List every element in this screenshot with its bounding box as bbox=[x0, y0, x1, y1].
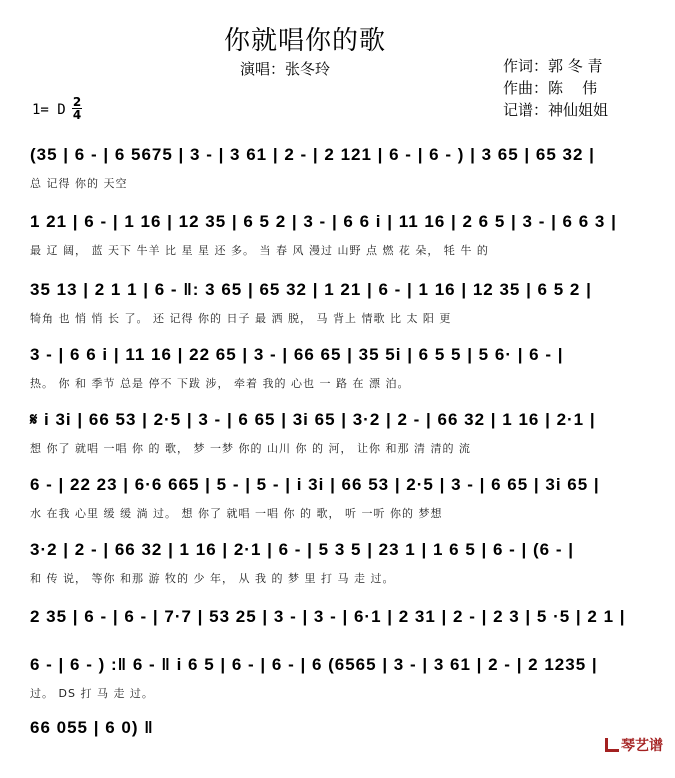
logo-text: 琴艺谱 bbox=[621, 738, 663, 754]
score-row-4 bbox=[30, 345, 645, 405]
notation-line: 6 - | 22 23 | 6·6 665 | 5 - | 5 - | i 3i | 66 53 | 2·5 | 3 - | 6 65 | 3i 65 | bbox=[30, 475, 600, 494]
key-signature: 1= D bbox=[32, 102, 66, 118]
lyrics-line: 总 记得 你的 天空 bbox=[30, 177, 128, 190]
notation-line: 6 - | 6 - ) :‖ 6 - ‖ i 6 5 | 6 - | 6 - | 6 (6565 | 3 - | 3 61 | 2 - | 2 1235 | bbox=[30, 655, 598, 674]
notation-line: (35 | 6 - | 6 5675 | 3 - | 3 61 | 2 - | 2 121 | 6 - | 6 - ) | 3 65 | 65 32 | bbox=[30, 145, 595, 164]
lyrics-line: 想 你了 就唱 一唱 你 的 歌， 梦 一梦 你的 山川 你 的 河， 让你 和那 清 清的 流 bbox=[30, 442, 471, 455]
song-title: 你就唱你的歌 bbox=[223, 26, 386, 56]
score-row-5 bbox=[30, 410, 645, 470]
logo-icon bbox=[605, 738, 619, 752]
notation-line: 3 - | 6 6 i | 11 16 | 22 65 | 3 - | 66 65 | 35 5i | 6 5 5 | 5 6· | 6 - | bbox=[30, 345, 564, 364]
site-logo bbox=[605, 735, 663, 755]
notation-line: 35 13 | 2 1 1 | 6 - ‖: 3 65 | 65 32 | 1 21 | 6 - | 1 16 | 12 35 | 6 5 2 | bbox=[30, 280, 592, 299]
score-row-9 bbox=[30, 655, 645, 715]
score-row-6 bbox=[30, 475, 645, 535]
notation-line: 𝄋 i 3i | 66 53 | 2·5 | 3 - | 6 65 | 3i 65 | 3·2 | 2 - | 66 32 | 1 16 | 2·1 | bbox=[30, 410, 596, 429]
time-signature bbox=[72, 96, 82, 121]
lyrics-line: 过。 DS 打 马 走 过。 bbox=[30, 687, 154, 700]
score-row-1 bbox=[30, 145, 645, 205]
lyrics-line: 和 传 说， 等你 和那 游 牧的 少 年， 从 我 的 梦 里 打 马 走 过。 bbox=[30, 572, 395, 585]
composer-credit: 作曲：陈 伟 bbox=[503, 79, 598, 97]
notation-line: 3·2 | 2 - | 66 32 | 1 16 | 2·1 | 6 - | 5 3 5 | 23 1 | 1 6 5 | 6 - | (6 - | bbox=[30, 540, 574, 559]
time-signature-bottom: 4 bbox=[72, 108, 82, 122]
score-row-7 bbox=[30, 540, 645, 600]
score-row-10 bbox=[30, 718, 645, 778]
notation-line: 66 055 | 6 0) ‖ bbox=[30, 718, 154, 737]
time-signature-top: 2 bbox=[72, 95, 82, 109]
credits-block bbox=[503, 55, 608, 121]
lyrics-line: 犄角 也 悄 悄 长 了。 还 记得 你的 日子 最 洒 脱， 马 背上 情歌 比 太 阳 更 bbox=[30, 312, 452, 325]
notation-line: 1 21 | 6 - | 1 16 | 12 35 | 6 5 2 | 3 - | 6 6 i | 11 16 | 2 6 5 | 3 - | 6 6 3 | bbox=[30, 212, 617, 231]
singer-credit: 演唱：张冬玲 bbox=[240, 60, 331, 78]
lyrics-line: 热。 你 和 季节 总是 停不 下跋 涉， 牵着 我的 心也 一 路 在 漂 泊。 bbox=[30, 377, 410, 390]
score-row-2 bbox=[30, 212, 645, 272]
notation-line: 2 35 | 6 - | 6 - | 7·7 | 53 25 | 3 - | 3 - | 6·1 | 2 31 | 2 - | 2 3 | 5 ·5 | 2 1 | bbox=[30, 607, 626, 626]
score-row-3 bbox=[30, 280, 645, 340]
lyricist-credit: 作词：郭 冬 青 bbox=[503, 57, 603, 75]
transcriber-credit: 记谱：神仙姐姐 bbox=[503, 101, 609, 119]
lyrics-line: 水 在我 心里 缓 缓 淌 过。 想 你了 就唱 一唱 你 的 歌， 听 一听 你的 梦想 bbox=[30, 507, 443, 520]
lyrics-line: 最 辽 阔， 蓝 天下 牛羊 比 星 星 还 多。 当 春 风 漫过 山野 点 燃 花 朵， 牦 牛 的 bbox=[30, 244, 489, 257]
